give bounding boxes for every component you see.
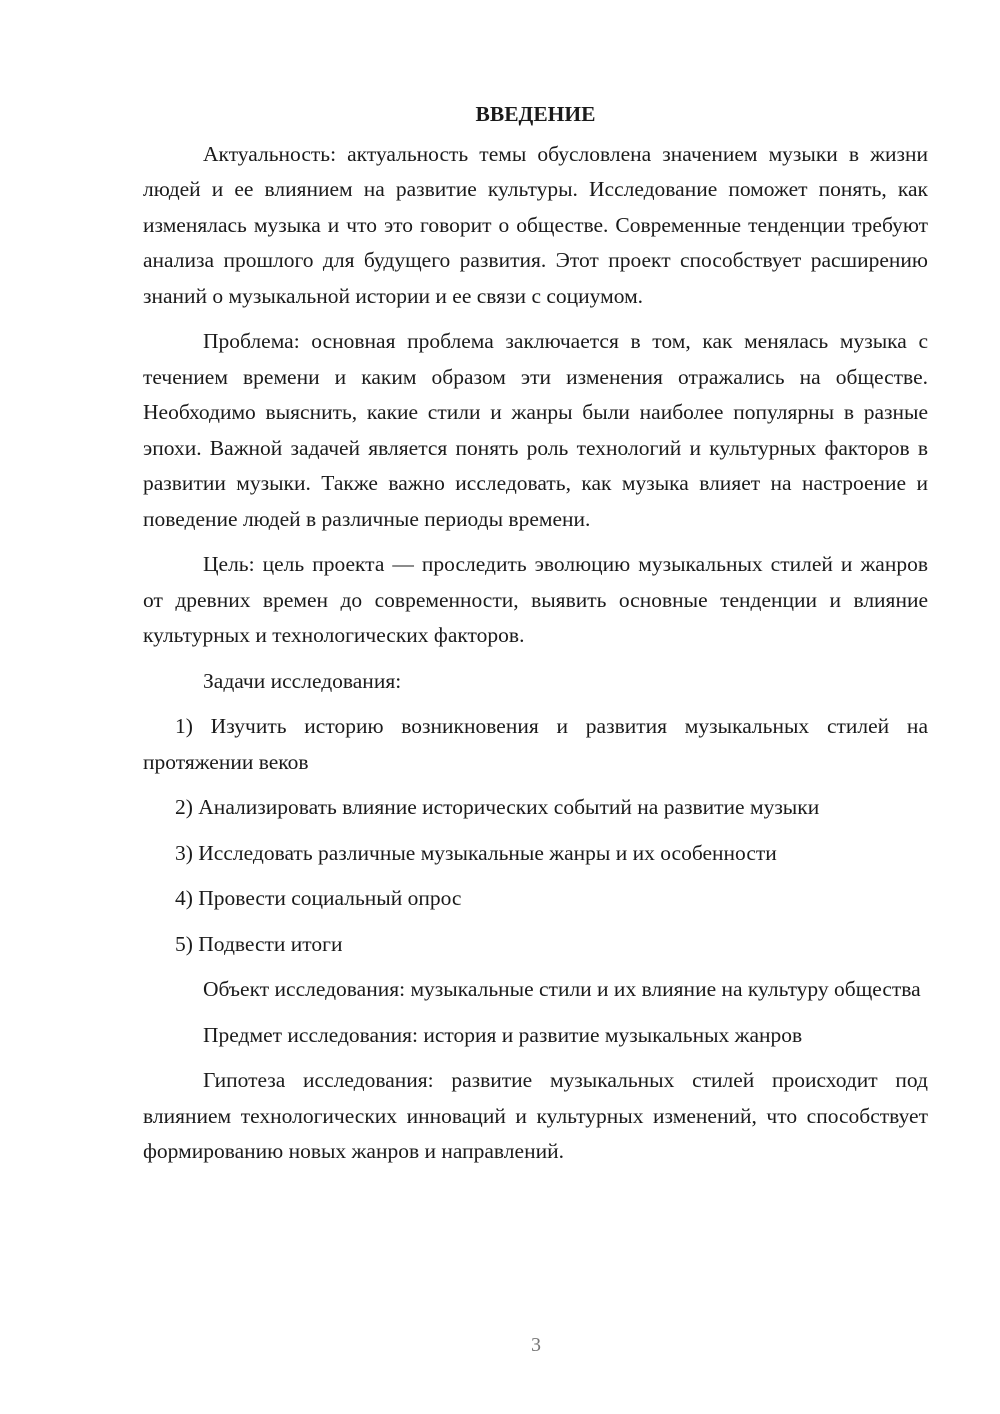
task-item: 3) Исследовать различные музыкальные жанры и их особенности (175, 840, 777, 865)
tasks-heading: Задачи исследования: (203, 668, 402, 693)
task-item: 5) Подвести итоги (175, 931, 343, 956)
task-item: 4) Провести социальный опрос (175, 886, 462, 910)
hypothesis-paragraph: Гипотеза исследования: развитие музыкальных стилей происходит под влиянием технологических инноваций и культурных изменений, что способствует формированию новых жанров и направлений. (143, 1068, 928, 1163)
tasks-list (143, 709, 928, 962)
goal-paragraph: Цель: цель проекта — проследить эволюцию музыкальных стилей и жанров от древних времен до современности, выявить основные тенденции и влияние культурных и технологических факторов. (143, 552, 928, 647)
page-content (143, 97, 928, 1170)
page-number: 3 (531, 1334, 541, 1356)
relevance-paragraph: Актуальность: актуальность темы обусловлена значением музыки в жизни людей и ее влиянием на развитие культуры. Исследование поможет понять, как изменялась музыка и что это говорит о обществе. Современные тенденции требуют анализа прошлого для будущего развития. Этот проект способствует расширению знаний о музыкальной истории и ее связи с социумом. (143, 141, 928, 308)
section-title: ВВЕДЕНИЕ (475, 102, 596, 126)
task-item: 2) Анализировать влияние исторических событий на развитие музыки (175, 795, 820, 819)
problem-paragraph: Проблема: основная проблема заключается в том, как менялась музыка с течением времени и каким образом эти изменения отражались на обществе. Необходимо выяснить, какие стили и жанры были наиболее популярны в разные эпохи. Важной задачей является понять роль технологий и культурных факторов в развитии музыки. Также важно исследовать, как музыка влияет на настроение и поведение людей в различные периоды времени. (143, 329, 928, 531)
task-item: 1) Изучить историю возникновения и развития музыкальных стилей на протяжении веков (143, 714, 928, 774)
object-paragraph: Объект исследования: музыкальные стили и их влияние на культуру общества (203, 977, 921, 1001)
subject-paragraph: Предмет исследования: история и развитие музыкальных жанров (203, 1022, 803, 1047)
